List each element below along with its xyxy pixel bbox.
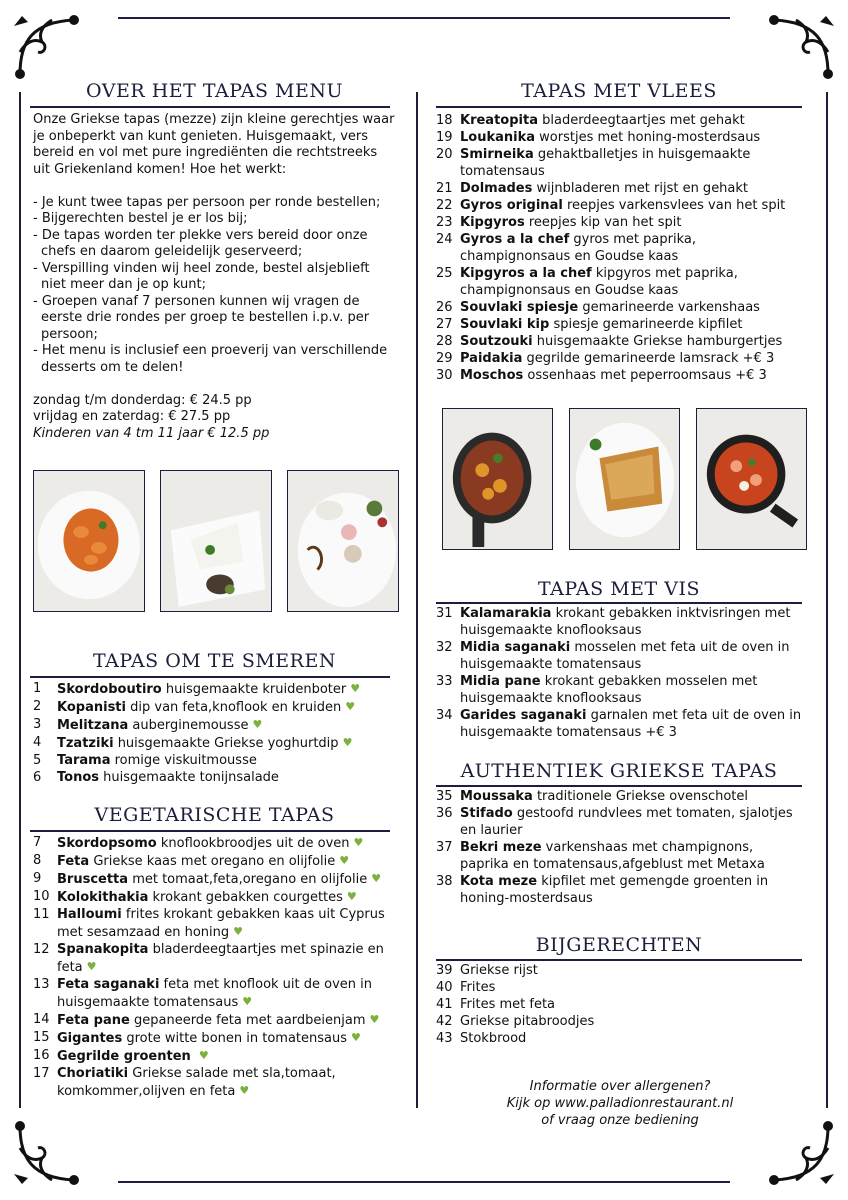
menu-item-description: worstjes met honing-mosterdsaus [539, 130, 761, 145]
menu-item [436, 180, 802, 197]
menu-item [33, 888, 398, 906]
menu-item-name: Moschos [460, 368, 524, 383]
menu-item-description: dip van feta,knoflook en kruiden [130, 700, 342, 715]
menu-item-description: mosselen met feta uit de oven in huisgemaakte tomatensaus [460, 640, 790, 672]
vegetarian-title: VEGETARISCHE TAPAS [94, 804, 335, 826]
menu-item-number: 11 [33, 907, 50, 922]
corner-ornament-bottom-left [12, 1118, 82, 1188]
menu-item-number: 33 [436, 674, 453, 689]
menu-item-name: Kalamarakia [460, 606, 552, 621]
menu-item-number: 25 [436, 266, 453, 281]
menu-item-name: Kipgyros a la chef [460, 266, 592, 281]
meat-list [436, 112, 802, 384]
menu-item [436, 788, 802, 805]
menu-item [436, 112, 802, 129]
menu-item-description: grote witte bonen in tomatensaus [126, 1031, 348, 1046]
menu-item-number: 10 [33, 889, 50, 904]
menu-item-description: knoflookbroodjes uit de oven [160, 836, 350, 851]
menu-item-name: Tonos [57, 770, 99, 785]
menu-item-description: garnalen met feta uit de oven in huisgemaakte tomatensaus +€ 3 [460, 708, 802, 740]
menu-item-description: met tomaat,feta,oregano en olijfolie [132, 872, 368, 887]
menu-item-name: Souvlaki spiesje [460, 300, 579, 315]
frame-right-line [826, 92, 828, 1108]
sides-list [436, 962, 802, 1047]
menu-item-description: traditionele Griekse ovenschotel [536, 789, 749, 804]
frame-center-line [416, 92, 418, 1108]
menu-item-number: 1 [33, 681, 42, 696]
menu-item-description: kipfilet met gemengde groenten in honing-mosterdsaus [460, 874, 769, 906]
menu-item-number: 37 [436, 840, 453, 855]
menu-item [33, 1029, 398, 1047]
menu-item-number: 28 [436, 334, 453, 349]
vegetarian-rule [30, 830, 390, 832]
menu-item [436, 299, 802, 316]
menu-item [436, 605, 802, 639]
photo-meat-pan [442, 408, 553, 550]
menu-item-number: 35 [436, 789, 453, 804]
menu-item-description: Frites met feta [460, 997, 556, 1012]
menu-item-description: Griekse salade met sla,tomaat, komkommer,olijven en feta [57, 1066, 336, 1099]
menu-item-name: Kopanisti [57, 700, 126, 715]
menu-item-number: 4 [33, 735, 42, 750]
vegetarian-heart-icon: ♥ [371, 872, 382, 885]
menu-item-name: Gigantes [57, 1031, 123, 1046]
sides-title: BIJGERECHTEN [535, 934, 703, 956]
menu-item-name: Gegrilde groenten [57, 1049, 191, 1064]
menu-item-description: kipgyros met paprika, champignonsaus en Goudse kaas [460, 266, 738, 298]
menu-item-name: Tzatziki [57, 736, 114, 751]
menu-item [436, 197, 802, 214]
menu-item-name: Midia saganaki [460, 640, 571, 655]
menu-item [436, 367, 802, 384]
menu-item-number: 15 [33, 1030, 50, 1045]
menu-item-name: Gyros a la chef [460, 232, 570, 247]
menu-item-description: bladerdeegtaartjes met gehakt [542, 113, 745, 128]
photo-gnocchi-dish [33, 470, 145, 612]
menu-item-name: Gyros original [460, 198, 563, 213]
menu-item [436, 1013, 802, 1030]
menu-item-number: 42 [436, 1014, 453, 1029]
frame-bottom-line [118, 1181, 730, 1183]
allergen-note-line3: of vraag onze bediening [541, 1113, 699, 1128]
menu-item-number: 38 [436, 874, 453, 889]
authentic-rule [436, 785, 802, 787]
menu-item-description: spiesje gemarineerde kipfilet [553, 317, 743, 332]
menu-item-description: frites krokant gebakken kaas uit Cyprus met sesamzaad en honing [57, 907, 385, 940]
vegetarian-heart-icon: ♥ [345, 700, 356, 713]
menu-item-number: 16 [33, 1048, 50, 1063]
menu-item-name: Midia pane [460, 674, 541, 689]
menu-item-number: 2 [33, 699, 42, 714]
menu-item-description: huisgemaakte tonijnsalade [103, 770, 279, 785]
menu-item [33, 1011, 398, 1029]
menu-item-name: Kreatopita [460, 113, 538, 128]
menu-item-description: gegrilde gemarineerde lamsrack +€ 3 [526, 351, 775, 366]
menu-item-number: 13 [33, 977, 50, 992]
about-rule-item: - Verspilling vinden wij heel zonde, bestel alsjeblieft niet meer dan je op kunt; [33, 260, 370, 292]
menu-item [436, 265, 802, 299]
menu-item-description: Griekse kaas met oregano en olijfolie [93, 854, 336, 869]
vegetarian-heart-icon: ♥ [353, 836, 364, 849]
menu-item-name: Feta saganaki [57, 977, 160, 992]
spreads-rule [30, 676, 390, 678]
about-rules-list [33, 195, 398, 377]
menu-item-number: 5 [33, 753, 42, 768]
menu-item-description: gyros met paprika, champignonsaus en Goudse kaas [460, 232, 696, 264]
menu-item-number: 18 [436, 113, 453, 128]
menu-item [436, 333, 802, 350]
menu-item-description: auberginemousse [132, 718, 249, 733]
menu-item-name: Stifado [460, 806, 513, 821]
menu-item-description: Stokbrood [460, 1031, 527, 1046]
frame-left-line [19, 92, 21, 1108]
menu-item-name: Smirneika [460, 147, 534, 162]
menu-item-number: 32 [436, 640, 453, 655]
menu-item-name: Garides saganaki [460, 708, 587, 723]
menu-item [33, 1047, 398, 1065]
menu-item-number: 21 [436, 181, 453, 196]
menu-item [33, 734, 398, 752]
menu-item-description: gemarineerde varkenshaas [582, 300, 760, 315]
menu-item-name: Bruscetta [57, 872, 129, 887]
menu-item-number: 7 [33, 835, 42, 850]
menu-item-name: Tarama [57, 753, 111, 768]
menu-item-name: Bekri meze [460, 840, 542, 855]
price-weekday: zondag t/m donderdag: € 24.5 pp [33, 392, 252, 408]
menu-item-name: Kolokithakia [57, 890, 149, 905]
about-title: OVER HET TAPAS MENU [86, 80, 343, 102]
menu-item-number: 17 [33, 1066, 50, 1081]
menu-item-number: 30 [436, 368, 453, 383]
menu-item-name: Soutzouki [460, 334, 533, 349]
about-rule [30, 106, 390, 108]
menu-item-name: Kota meze [460, 874, 538, 889]
authentic-list [436, 788, 802, 907]
menu-item-name: Skordoboutiro [57, 682, 162, 697]
menu-item [33, 870, 398, 888]
vegetarian-heart-icon: ♥ [198, 1049, 209, 1062]
meat-rule [436, 106, 802, 108]
menu-item [436, 873, 802, 907]
about-rule-item: - Je kunt twee tapas per persoon per ronde bestellen; [33, 194, 381, 210]
vegetarian-heart-icon: ♥ [342, 736, 353, 749]
allergen-note-line1: Informatie over allergenen? [529, 1079, 711, 1094]
menu-item-description: varkenshaas met champignons, paprika en tomatensaus,afgeblust met Metaxa [460, 840, 765, 872]
menu-item-number: 39 [436, 963, 453, 978]
fish-list [436, 605, 802, 741]
menu-item [436, 231, 802, 265]
vegetarian-heart-icon: ♥ [346, 890, 357, 903]
allergen-note-line2: Kijk op www.palladionrestaurant.nl [506, 1096, 734, 1111]
menu-item-description: huisgemaakte kruidenboter [165, 682, 347, 697]
menu-item-description: Frites [460, 980, 496, 995]
menu-item [33, 698, 398, 716]
allergen-note [470, 1078, 770, 1129]
about-intro: Onze Griekse tapas (mezze) zijn kleine gerechtjes waar je onbeperkt van kunt genieten. Huisgemaakt, vers bereid en vol met pure ingrediënten die rechtstreeks uit Griekenland komen! Hoe het werkt: [33, 112, 395, 177]
vegetarian-list [33, 834, 398, 1100]
spreads-list [33, 680, 398, 786]
menu-item-description: romige viskuitmousse [114, 753, 257, 768]
menu-item-name: Kipgyros [460, 215, 525, 230]
menu-item [33, 769, 398, 786]
menu-item-description: krokant gebakken inktvisringen met huisgemaakte knoflooksaus [460, 606, 791, 638]
fish-title: TAPAS MET VIS [538, 578, 700, 600]
photo-shrimp-pan [696, 408, 807, 550]
authentic-title: AUTHENTIEK GRIEKSE TAPAS [460, 760, 778, 782]
menu-item [436, 350, 802, 367]
menu-item [436, 639, 802, 673]
menu-item [436, 979, 802, 996]
menu-item [436, 839, 802, 873]
menu-item-name: Skordopsomo [57, 836, 157, 851]
menu-item [33, 852, 398, 870]
about-rule-item: - Het menu is inclusief een proeverij van verschillende desserts om te delen! [33, 343, 388, 375]
menu-item-description: reepjes kip van het spit [528, 215, 682, 230]
vegetarian-heart-icon: ♥ [233, 925, 243, 938]
menu-item-description: reepjes varkensvlees van het spit [566, 198, 786, 213]
menu-item-description: huisgemaakte Griekse yoghurtdip [117, 736, 339, 751]
menu-item [436, 214, 802, 231]
menu-item-number: 31 [436, 606, 453, 621]
corner-ornament-top-right [766, 12, 836, 82]
menu-item [33, 716, 398, 734]
photo-dips-plate [287, 470, 399, 612]
about-rule-item: - Bijgerechten bestel je er los bij; [33, 211, 248, 226]
frame-top-line [118, 17, 730, 19]
menu-item-name: Dolmades [460, 181, 533, 196]
menu-item-description: gestoofd rundvlees met tomaten, sjalotjes en laurier [460, 806, 793, 838]
menu-item-name: Choriatiki [57, 1066, 129, 1081]
menu-item-name: Feta pane [57, 1013, 130, 1028]
menu-item-number: 41 [436, 997, 453, 1012]
menu-item-number: 26 [436, 300, 453, 315]
menu-item-name: Loukanika [460, 130, 536, 145]
photo-pie-dish [569, 408, 680, 550]
vegetarian-heart-icon: ♥ [239, 1084, 250, 1097]
menu-item-name: Paidakia [460, 351, 523, 366]
menu-item-number: 29 [436, 351, 453, 366]
menu-item [436, 146, 802, 180]
menu-item-name: Halloumi [57, 907, 122, 922]
menu-item-number: 8 [33, 853, 42, 868]
menu-item [436, 707, 802, 741]
menu-item-description: gehaktballetjes in huisgemaakte tomatensaus [460, 147, 751, 179]
menu-item-description: huisgemaakte Griekse hamburgertjes [536, 334, 783, 349]
price-weekend: vrijdag en zaterdag: € 27.5 pp [33, 409, 231, 424]
menu-item-description: gepaneerde feta met aardbeienjam [133, 1013, 366, 1028]
menu-item [436, 996, 802, 1013]
spreads-title: TAPAS OM TE SMEREN [93, 650, 336, 672]
menu-item [436, 316, 802, 333]
menu-item [33, 976, 398, 1011]
menu-item-number: 9 [33, 871, 42, 886]
menu-item-number: 27 [436, 317, 453, 332]
vegetarian-heart-icon: ♥ [339, 854, 350, 867]
sides-rule [436, 959, 802, 961]
corner-ornament-top-left [12, 12, 82, 82]
about-rule-item: - De tapas worden ter plekke vers bereid door onze chefs en daarom geleidelijk geserveerd; [33, 227, 368, 259]
menu-item-description: krokant gebakken courgettes [152, 890, 343, 905]
menu-item [33, 834, 398, 852]
menu-item [33, 941, 398, 976]
menu-item-name: Souvlaki kip [460, 317, 550, 332]
menu-item-description: Griekse rijst [460, 963, 538, 978]
menu-item [33, 906, 398, 941]
menu-item-number: 19 [436, 130, 453, 145]
menu-item-number: 14 [33, 1012, 50, 1027]
about-text [33, 112, 398, 442]
corner-ornament-bottom-right [766, 1118, 836, 1188]
fish-rule [436, 602, 802, 604]
menu-item-number: 3 [33, 717, 42, 732]
menu-item-description: Griekse pitabroodjes [460, 1014, 595, 1029]
vegetarian-heart-icon: ♥ [242, 995, 253, 1008]
vegetarian-heart-icon: ♥ [351, 1031, 361, 1044]
price-kids: Kinderen van 4 tm 11 jaar € 12.5 pp [33, 425, 270, 441]
menu-item-name: Melitzana [57, 718, 129, 733]
menu-item-description: feta met knoflook uit de oven in huisgemaakte tomatensaus [57, 977, 373, 1010]
menu-item-number: 20 [436, 147, 453, 162]
about-rule-item: - Groepen vanaf 7 personen kunnen wij vragen de eerste drie rondes per groep te bestellen i.p.v. per persoon; [33, 293, 370, 342]
vegetarian-heart-icon: ♥ [369, 1013, 380, 1026]
menu-item [33, 1065, 398, 1100]
menu-item-description: wijnbladeren met rijst en gehakt [536, 181, 749, 196]
menu-item-description: ossenhaas met peperroomsaus +€ 3 [527, 368, 767, 383]
menu-item [436, 962, 802, 979]
menu-item [436, 1030, 802, 1047]
menu-item-number: 6 [33, 770, 42, 785]
menu-item-name: Feta [57, 854, 90, 869]
menu-item [33, 680, 398, 698]
menu-item [436, 129, 802, 146]
menu-item-name: Moussaka [460, 789, 533, 804]
menu-item-number: 40 [436, 980, 453, 995]
menu-item-number: 22 [436, 198, 453, 213]
menu-item [33, 752, 398, 769]
menu-item-number: 24 [436, 232, 453, 247]
photo-feta-dish [160, 470, 272, 612]
menu-item [436, 673, 802, 707]
menu-item [436, 805, 802, 839]
menu-item-number: 36 [436, 806, 453, 821]
menu-item-description: bladerdeegtaartjes met spinazie en feta [57, 942, 384, 975]
vegetarian-heart-icon: ♥ [350, 682, 361, 695]
vegetarian-heart-icon: ♥ [86, 960, 97, 973]
menu-item-number: 23 [436, 215, 453, 230]
menu-item-number: 34 [436, 708, 453, 723]
menu-item-name: Spanakopita [57, 942, 149, 957]
meat-title: TAPAS MET VLEES [521, 80, 717, 102]
vegetarian-heart-icon: ♥ [252, 718, 263, 731]
menu-item-description: krokant gebakken mosselen met huisgemaakte knoflooksaus [460, 674, 758, 706]
menu-item-number: 43 [436, 1031, 453, 1046]
menu-item-number: 12 [33, 942, 50, 957]
